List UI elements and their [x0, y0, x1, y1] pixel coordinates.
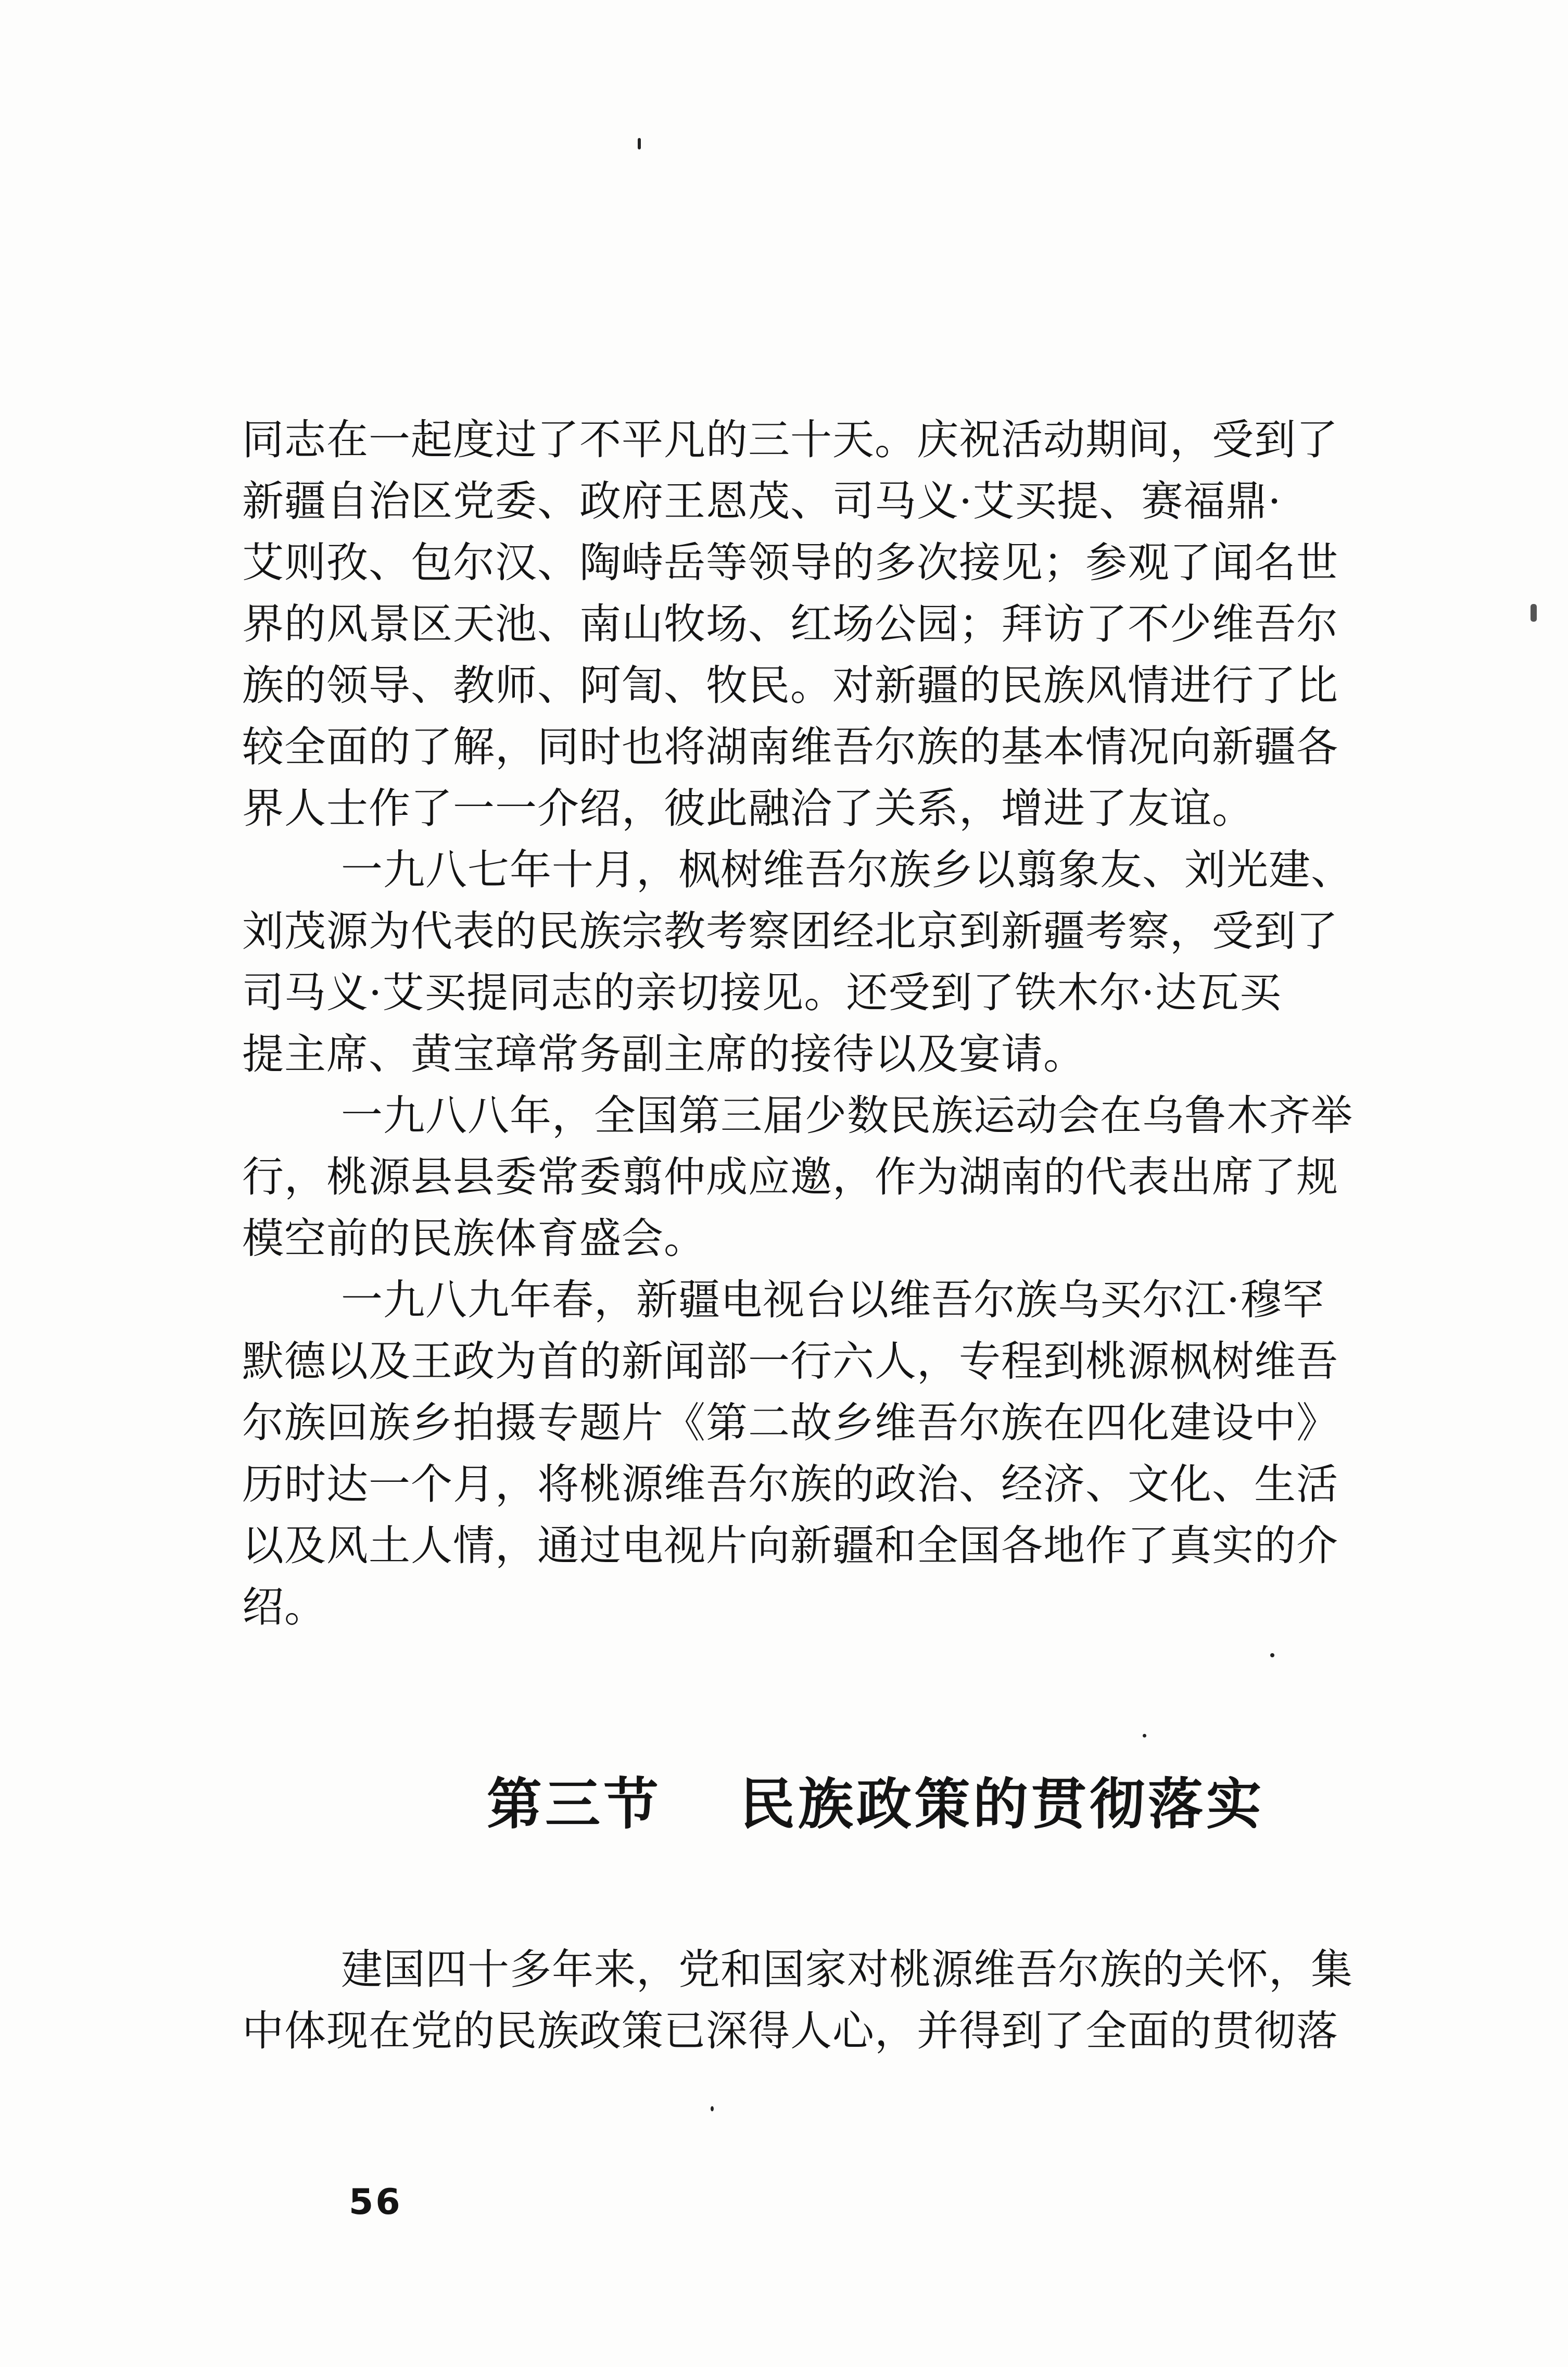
- text-line: 以及风土人情，通过电视片向新疆和全国各地作了真实的介: [242, 1521, 1338, 1570]
- scan-speck: [1531, 604, 1537, 622]
- text-line: 界的风景区天池、南山牧场、红场公园；拜访了不少维吾尔: [242, 600, 1338, 648]
- text-line: 同志在一起度过了不平凡的三十天。庆祝活动期间，受到了: [242, 416, 1338, 464]
- text-line: 司马义·艾买提同志的亲切接见。还受到了铁木尔·达瓦买: [242, 968, 1282, 1017]
- text-line: 绍。: [242, 1583, 326, 1631]
- text-line: 较全面的了解，同时也将湖南维吾尔族的基本情况向新疆各: [242, 723, 1338, 771]
- text-line: 艾则孜、包尔汉、陶峙岳等领导的多次接见；参观了闻名世: [242, 538, 1338, 587]
- text-line: 新疆自治区党委、政府王恩茂、司马义·艾买提、赛福鼎·: [242, 477, 1282, 525]
- text-line: 中体现在党的民族政策已深得人心，并得到了全面的贯彻落: [242, 2007, 1338, 2055]
- paragraph-first-line: 建国四十多年来，党和国家对桃源维吾尔族的关怀，集: [341, 1945, 1353, 1994]
- scan-speck: [711, 2106, 714, 2111]
- section-heading: [487, 1768, 1264, 1841]
- paragraph-first-line: 一九八七年十月，枫树维吾尔族乡以翦象友、刘光建、: [341, 846, 1353, 894]
- text-line: 刘茂源为代表的民族宗教考察团经北京到新疆考察，受到了: [242, 907, 1338, 955]
- text-line: 界人士作了一一介绍，彼此融洽了关系，增进了友谊。: [242, 784, 1254, 833]
- text-line: 族的领导、教师、阿訇、牧民。对新疆的民族风情进行了比: [242, 661, 1338, 710]
- text-line: 历时达一个月，将桃源维吾尔族的政治、经济、文化、生活: [242, 1460, 1338, 1508]
- scan-speck: [1143, 1734, 1146, 1738]
- text-line: 提主席、黄宝璋常务副主席的接待以及宴请。: [242, 1030, 1085, 1078]
- section-number: 第三节: [487, 1771, 662, 1836]
- scan-speck: [1270, 1653, 1274, 1657]
- page-number: 56: [349, 2182, 402, 2223]
- scan-speck: [638, 138, 641, 149]
- text-line: 行，桃源县县委常委翦仲成应邀，作为湖南的代表出席了规: [242, 1153, 1338, 1201]
- paragraph-first-line: 一九八八年，全国第三届少数民族运动会在乌鲁木齐举: [341, 1091, 1353, 1140]
- section-title: 民族政策的贯彻落实: [740, 1771, 1264, 1836]
- paragraph-first-line: 一九八九年春，新疆电视台以维吾尔族乌买尔江·穆罕: [341, 1276, 1325, 1324]
- text-line: 尔族回族乡拍摄专题片《第二故乡维吾尔族在四化建设中》: [242, 1399, 1338, 1447]
- text-line: 默德以及王政为首的新闻部一行六人，专程到桃源枫树维吾: [242, 1337, 1338, 1386]
- text-line: 模空前的民族体育盛会。: [242, 1214, 706, 1263]
